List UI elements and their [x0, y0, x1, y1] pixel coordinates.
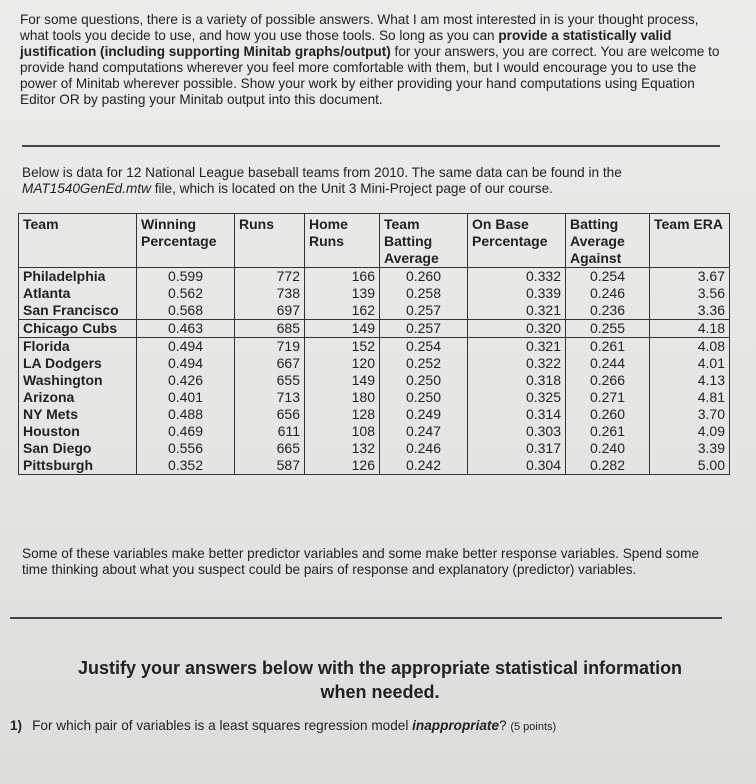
header-batting-average-against: Batting Average Against: [566, 214, 650, 268]
table-row: [19, 355, 730, 372]
cell-batting-average-against: 0.261: [566, 423, 650, 440]
cell-team-era: 4.01: [650, 355, 730, 372]
cell-home-runs: 149: [305, 372, 380, 389]
cell-on-base-percentage: 0.317: [468, 440, 566, 457]
data-filename: MAT1540GenEd.mtw: [22, 181, 151, 196]
cell-team-batting-average: 0.247: [380, 423, 468, 440]
cell-team-era: 3.39: [650, 440, 730, 457]
cell-winning-percentage: 0.488: [137, 406, 235, 423]
cell-team-era: 4.09: [650, 423, 730, 440]
cell-team: Chicago Cubs: [19, 320, 137, 338]
cell-team-era: 5.00: [650, 457, 730, 475]
cell-team-batting-average: 0.258: [380, 285, 468, 302]
cell-batting-average-against: 0.244: [566, 355, 650, 372]
cell-team-batting-average: 0.242: [380, 457, 468, 475]
question-1: [10, 718, 730, 735]
cell-winning-percentage: 0.599: [137, 268, 235, 286]
header-team-era: Team ERA: [650, 214, 730, 268]
cell-team: Washington: [19, 372, 137, 389]
cell-runs: 772: [235, 268, 305, 286]
cell-batting-average-against: 0.261: [566, 338, 650, 356]
cell-on-base-percentage: 0.318: [468, 372, 566, 389]
cell-team-era: 4.08: [650, 338, 730, 356]
header-home-runs: Home Runs: [305, 214, 380, 268]
cell-team: Arizona: [19, 389, 137, 406]
question-1-text-2: ?: [499, 718, 511, 733]
table-row: [19, 457, 730, 475]
cell-runs: 713: [235, 389, 305, 406]
cell-runs: 685: [235, 320, 305, 338]
cell-team: Pittsburgh: [19, 457, 137, 475]
cell-home-runs: 152: [305, 338, 380, 356]
cell-team-batting-average: 0.250: [380, 389, 468, 406]
cell-on-base-percentage: 0.314: [468, 406, 566, 423]
cell-runs: 665: [235, 440, 305, 457]
cell-home-runs: 149: [305, 320, 380, 338]
cell-team-batting-average: 0.257: [380, 302, 468, 320]
cell-team-era: 4.81: [650, 389, 730, 406]
table-body: [19, 268, 730, 475]
data-intro-text-2: file, which is located on the Unit 3 Mini-Project page of our course.: [150, 181, 553, 196]
cell-team: LA Dodgers: [19, 355, 137, 372]
cell-home-runs: 166: [305, 268, 380, 286]
cell-on-base-percentage: 0.303: [468, 423, 566, 440]
intro-text-2: for your answers, you are correct. You are welcome to provide hand computations wherever you feel more comfortable with them, but I would encourage you to use the power of Minitab wherever possible. Show your work by either providing your hand computations using Equation Editor OR by pasting your Minitab output into this document.: [20, 44, 720, 107]
intro-text-1: For some questions, there is a variety of possible answers. What I am most interested in is your thought process, what tools you decide to use, and how you use those tools. So long as you can: [20, 12, 699, 43]
cell-batting-average-against: 0.236: [566, 302, 650, 320]
cell-batting-average-against: 0.240: [566, 440, 650, 457]
cell-winning-percentage: 0.556: [137, 440, 235, 457]
header-winning-percentage: Winning Percentage: [137, 214, 235, 268]
cell-batting-average-against: 0.282: [566, 457, 650, 475]
intro-paragraph: [20, 12, 720, 108]
cell-home-runs: 162: [305, 302, 380, 320]
divider-top: [22, 145, 720, 147]
cell-team-era: 4.13: [650, 372, 730, 389]
cell-winning-percentage: 0.426: [137, 372, 235, 389]
cell-on-base-percentage: 0.332: [468, 268, 566, 286]
cell-batting-average-against: 0.266: [566, 372, 650, 389]
cell-winning-percentage: 0.568: [137, 302, 235, 320]
table-row: [19, 268, 730, 286]
intro-bold-requirement: provide a statistically valid justification (including supporting Minitab graphs/output): [20, 28, 672, 59]
header-team: Team: [19, 214, 137, 268]
cell-team-era: 3.56: [650, 285, 730, 302]
cell-runs: 738: [235, 285, 305, 302]
cell-team-era: 3.67: [650, 268, 730, 286]
question-1-number: 1): [10, 718, 23, 733]
after-table-paragraph: Some of these variables make better predictor variables and some make better response variables. Spend some time thinking about what you suspect could be pairs of response and explanatory (predictor) variables.: [22, 546, 700, 577]
data-intro-paragraph: [22, 165, 722, 197]
cell-winning-percentage: 0.494: [137, 338, 235, 356]
cell-home-runs: 126: [305, 457, 380, 475]
cell-winning-percentage: 0.352: [137, 457, 235, 475]
baseball-data-table: [18, 213, 730, 475]
question-1-points: (5 points): [510, 721, 557, 733]
justify-heading-line-1: Justify your answers below with the appropriate statistical information: [77, 658, 683, 678]
table-row: [19, 302, 730, 320]
cell-team-batting-average: 0.246: [380, 440, 468, 457]
cell-team: NY Mets: [19, 406, 137, 423]
cell-batting-average-against: 0.255: [566, 320, 650, 338]
cell-on-base-percentage: 0.339: [468, 285, 566, 302]
cell-team: San Diego: [19, 440, 137, 457]
table-row: [19, 406, 730, 423]
cell-runs: 611: [235, 423, 305, 440]
cell-winning-percentage: 0.494: [137, 355, 235, 372]
cell-winning-percentage: 0.401: [137, 389, 235, 406]
table-row: [19, 440, 730, 457]
cell-team-batting-average: 0.260: [380, 268, 468, 286]
cell-winning-percentage: 0.463: [137, 320, 235, 338]
cell-winning-percentage: 0.562: [137, 285, 235, 302]
justify-heading-line-2: when needed.: [320, 682, 440, 702]
question-1-text-1: For which pair of variables is a least squares regression model: [32, 718, 413, 733]
cell-on-base-percentage: 0.321: [468, 302, 566, 320]
header-on-base-percentage: On Base Percentage: [468, 214, 566, 268]
cell-winning-percentage: 0.469: [137, 423, 235, 440]
cell-team-batting-average: 0.254: [380, 338, 468, 356]
cell-on-base-percentage: 0.322: [468, 355, 566, 372]
cell-home-runs: 139: [305, 285, 380, 302]
cell-home-runs: 128: [305, 406, 380, 423]
cell-batting-average-against: 0.254: [566, 268, 650, 286]
table-row: [19, 338, 730, 356]
cell-team: Florida: [19, 338, 137, 356]
cell-team: Houston: [19, 423, 137, 440]
cell-runs: 719: [235, 338, 305, 356]
cell-team-era: 3.36: [650, 302, 730, 320]
table-row: [19, 285, 730, 302]
cell-team: Philadelphia: [19, 268, 137, 286]
divider-bottom: [10, 617, 722, 619]
cell-on-base-percentage: 0.304: [468, 457, 566, 475]
header-runs: Runs: [235, 214, 305, 268]
cell-runs: 655: [235, 372, 305, 389]
cell-batting-average-against: 0.246: [566, 285, 650, 302]
cell-team-batting-average: 0.252: [380, 355, 468, 372]
cell-runs: 697: [235, 302, 305, 320]
table-header-row: [19, 214, 730, 268]
cell-runs: 667: [235, 355, 305, 372]
question-1-emphasis: inappropriate: [412, 718, 499, 733]
cell-team-era: 4.18: [650, 320, 730, 338]
cell-runs: 656: [235, 406, 305, 423]
cell-team: San Francisco: [19, 302, 137, 320]
cell-on-base-percentage: 0.325: [468, 389, 566, 406]
justify-heading: [40, 656, 720, 704]
cell-team-batting-average: 0.250: [380, 372, 468, 389]
cell-home-runs: 132: [305, 440, 380, 457]
cell-home-runs: 180: [305, 389, 380, 406]
cell-on-base-percentage: 0.321: [468, 338, 566, 356]
cell-home-runs: 108: [305, 423, 380, 440]
cell-team-batting-average: 0.257: [380, 320, 468, 338]
cell-batting-average-against: 0.260: [566, 406, 650, 423]
header-team-batting-average: Team Batting Average: [380, 214, 468, 268]
cell-team: Atlanta: [19, 285, 137, 302]
cell-team-batting-average: 0.249: [380, 406, 468, 423]
data-intro-text-1: Below is data for 12 National League baseball teams from 2010. The same data can be found in the: [22, 165, 622, 180]
cell-team-era: 3.70: [650, 406, 730, 423]
table-row: [19, 320, 730, 338]
cell-home-runs: 120: [305, 355, 380, 372]
table-row: [19, 423, 730, 440]
cell-runs: 587: [235, 457, 305, 475]
cell-on-base-percentage: 0.320: [468, 320, 566, 338]
table-row: [19, 389, 730, 406]
table-row: [19, 372, 730, 389]
cell-batting-average-against: 0.271: [566, 389, 650, 406]
